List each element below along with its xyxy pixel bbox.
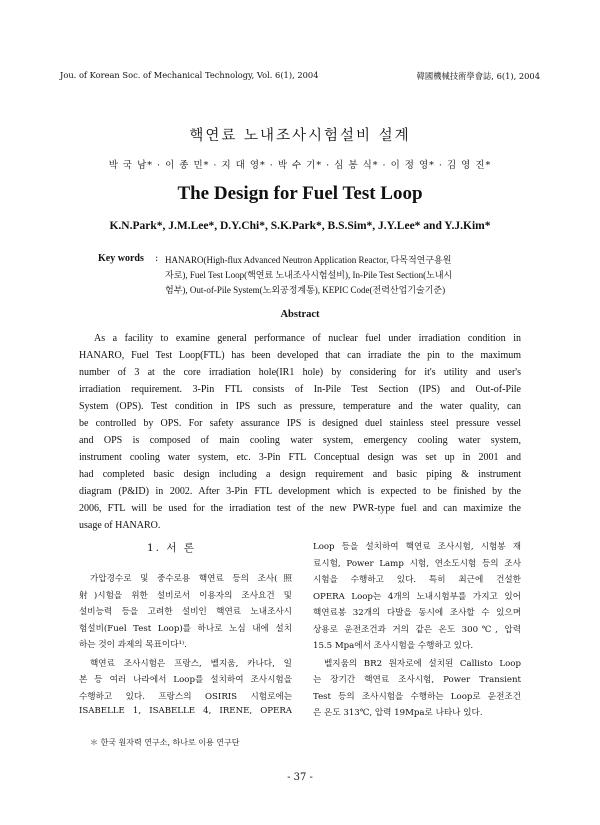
abstract-line: irradiation requirement. 3-Pin FTL consists of In-Pile Test Section (IPS) and Out-of-Pile [79, 384, 521, 395]
keywords-line: 자로), Fuel Test Loop(핵연료 노내조사시험설비), In-Pile Test Section(노내시 [165, 270, 453, 280]
paper-title-korean: 핵연료 노내조사시험설비 설계 [189, 128, 411, 144]
authors-korean: 박 국 남* · 이 종 민* · 지 대 영* · 박 수 기* · 심 봉 식* · 이 정 영* · 김 영 진* [108, 160, 492, 171]
body-line-left: 핵연료 조사시험은 프랑스, 벨지움, 카나다, 일 [90, 659, 292, 669]
abstract-line: As a facility to examine general performance of nuclear fuel under irradiation condition in [94, 333, 521, 344]
page-number: - 37 - [287, 772, 313, 783]
abstract-heading: Abstract [280, 309, 320, 320]
keywords-label: Key words [98, 253, 144, 264]
keywords-line: HANARO(High-flux Advanced Neutron Application Reactor, 다목적연구용원 [165, 255, 452, 265]
body-line-right: 료시험, Power Lamp 시험, 연소도시험 등의 조사 [313, 559, 521, 569]
abstract-line: System (OPS). Test condition in IPS such as pressure, temperature and the water quality, can [79, 401, 521, 412]
abstract-line: and OPS is composed of main cooling water system, emergency cooling water system, [79, 435, 521, 446]
keywords-line: 험부), Out-of-Pile System(노외공정계통), KEPIC Code(전력산업기술기준) [165, 285, 446, 295]
abstract-line: instrument cooling water system, etc. 3-Pin FTL Conceptual design was set up in 2001 and [79, 452, 521, 463]
body-line-right: 15.5 Mpa에서 조사시험을 수행하고 있다. [313, 641, 474, 651]
abstract-line: 2006, FTL will be used for the irradiation test of the new PWR-type fuel and can maximize the [79, 503, 521, 514]
body-line-right: 핵연료봉 32개의 다발을 동시에 조사할 수 있으며 [313, 608, 521, 618]
body-line-left: 가압경수로 및 중수로용 핵연료 등의 조사(照 [90, 574, 292, 584]
journal-header-en: Jou. of Korean Soc. of Mechanical Technology, Vol. 6(1), 2004 [60, 70, 319, 80]
footnote-affiliation: ＊ 한국 원자력 연구소, 하나로 이용 연구단 [90, 738, 240, 747]
abstract-line: number of 3 at the core irradiation hole(IR1 hole) by considering for it's utility and user's [79, 367, 521, 378]
body-line-right: 은 온도 313℃, 압력 19Mpa로 나타나 있다. [313, 708, 483, 718]
body-line-left: ISABELLE 1, ISABELLE 4, IRENE, OPERA [79, 706, 292, 716]
abstract-line: usage of HANARO. [79, 520, 161, 531]
body-line-left: 하는 것이 과제의 목표이다¹⁾. [79, 640, 187, 650]
authors-english: K.N.Park*, J.M.Lee*, D.Y.Chi*, S.K.Park*, B.S.Sim*, J.Y.Lee* and Y.J.Kim* [109, 220, 491, 232]
body-line-left: 설비능력 등을 고려한 설비인 핵연료 노내조사시 [79, 607, 292, 617]
body-line-right: 는 장기간 핵연료 조사시험, Power Transient [313, 675, 521, 685]
keywords-colon: : [155, 253, 159, 264]
body-line-right: 시험을 수행하고 있다. 특히 최근에 건설한 [313, 575, 521, 585]
body-line-left: 수행하고 있다. 프랑스의 OSIRIS 시험로에는 [79, 692, 292, 702]
body-line-right: 벨지움의 BR2 원자로에 설치된 Callisto Loop [324, 659, 521, 669]
section-heading-introduction: 1. 서 론 [147, 542, 196, 554]
abstract-line: be controlled by OPS. For safety assurance IPS is designed duel stainless steel pressure vessel [79, 418, 521, 429]
body-line-left: 험설비(Fuel Test Loop)를 하나로 노심 내에 설치 [79, 624, 292, 634]
body-line-right: OPERA Loop는 4개의 노내시험부를 가지고 있어 [313, 592, 521, 602]
body-line-right: Test 등의 조사시험을 수행하는 Loop로 운전조건 [313, 692, 521, 702]
body-line-right: 상용로 운전조건과 거의 같은 온도 300℃, 압력 [313, 625, 521, 635]
paper-title-english: The Design for Fuel Test Loop [177, 183, 423, 204]
body-line-right: Loop 등을 설치하여 핵연료 조사시험, 시험봉 재 [313, 542, 521, 552]
abstract-line: HANARO, Fuel Test Loop(FTL) has been developed that can irradiate the pin to the maximum [79, 350, 521, 361]
body-line-left: 射)시험을 위한 설비로서 이용자의 조사요건 및 [79, 591, 292, 601]
journal-header-kr: 韓國機械技術學會誌, 6(1), 2004 [416, 71, 540, 81]
abstract-line: had completed basic design including a design requirement and basic piping & instrument [79, 469, 521, 480]
abstract-line: diagram (P&ID) in 2002. After 3-Pin FTL development which is expected to be finished by the [79, 486, 521, 497]
body-line-left: 본 등 여러 나라에서 Loop를 설치하여 조사시험을 [79, 675, 292, 685]
